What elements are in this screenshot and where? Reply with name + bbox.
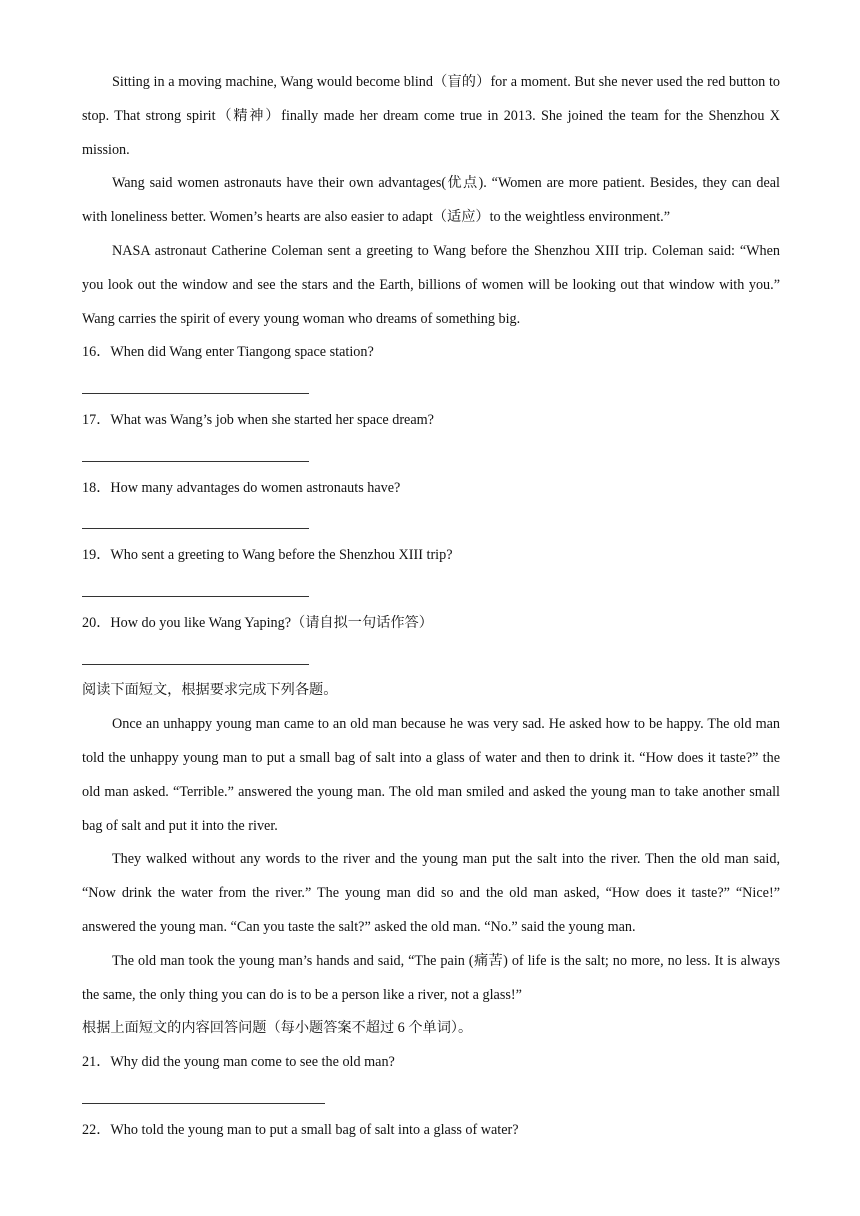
- section2-answer-instruction: 根据上面短文的内容回答问题（每小题答案不超过 6 个单词）。: [82, 1020, 473, 1037]
- question-22: 22．Who told the young man to put a small bag of salt into a glass of water?: [82, 1121, 519, 1138]
- passage2-paragraph-3: The old man took the young man’s hands and said, “The pain (痛苦) of life is the salt; no more, no less. It is always the same, the only thing you can do is to be a person like a river, not a glass!”: [82, 952, 780, 1003]
- document-page: [82, 66, 780, 1148]
- answer-line-20[interactable]: [82, 641, 780, 675]
- answer-line-18[interactable]: [82, 505, 780, 539]
- question-17: 17．What was Wang’s job when she started her space dream?: [82, 411, 434, 428]
- section2-instruction: 阅读下面短文，根据要求完成下列各题。: [82, 682, 338, 699]
- passage1-paragraph-2: Wang said women astronauts have their own advantages(优点). “Women are more patient. Besides, they can deal with loneliness better. Women’s hearts are also easier to adapt（适应）to the weightless environment.”: [82, 175, 780, 226]
- question-20: 20．How do you like Wang Yaping?（请自拟一句话作答）: [82, 614, 433, 631]
- answer-line-17[interactable]: [82, 438, 780, 472]
- answer-line-21[interactable]: [82, 1080, 780, 1114]
- question-19: 19．Who sent a greeting to Wang before the Shenzhou XIII trip?: [82, 547, 453, 564]
- answer-line-16[interactable]: [82, 370, 780, 404]
- passage1-paragraph-3: NASA astronaut Catherine Coleman sent a greeting to Wang before the Shenzhou XIII trip. Coleman said: “When you look out the window and see the stars and the Earth, billions of women will be looking out that window with you.” Wang carries the spirit of every young woman who dreams of something big.: [82, 242, 780, 327]
- question-18: 18．How many advantages do women astronauts have?: [82, 479, 401, 496]
- passage2-paragraph-1: Once an unhappy young man came to an old man because he was very sad. He asked how to be happy. The old man told the unhappy young man to put a small bag of salt into a glass of water and then to drink it. “How does it taste?” the old man asked. “Terrible.” answered the young man. The old man smiled and asked the young man to take another small bag of salt and put it into the river.: [82, 716, 780, 834]
- question-21: 21．Why did the young man come to see the old man?: [82, 1054, 395, 1071]
- question-16: 16．When did Wang enter Tiangong space station?: [82, 344, 374, 361]
- answer-line-19[interactable]: [82, 573, 780, 607]
- passage1-paragraph-1: Sitting in a moving machine, Wang would become blind（盲的）for a moment. But she never used the red button to stop. That strong spirit（精神）finally made her dream come true in 2013. She joined the team for the Shenzhou X mission.: [82, 74, 780, 158]
- passage2-paragraph-2: They walked without any words to the river and the young man put the salt into the river. Then the old man said, “Now drink the water from the river.” The young man did so and the old man asked, “How does it taste?” “Nice!” answered the young man. “Can you taste the salt?” asked the old man. “No.” said the young man.: [82, 851, 780, 935]
